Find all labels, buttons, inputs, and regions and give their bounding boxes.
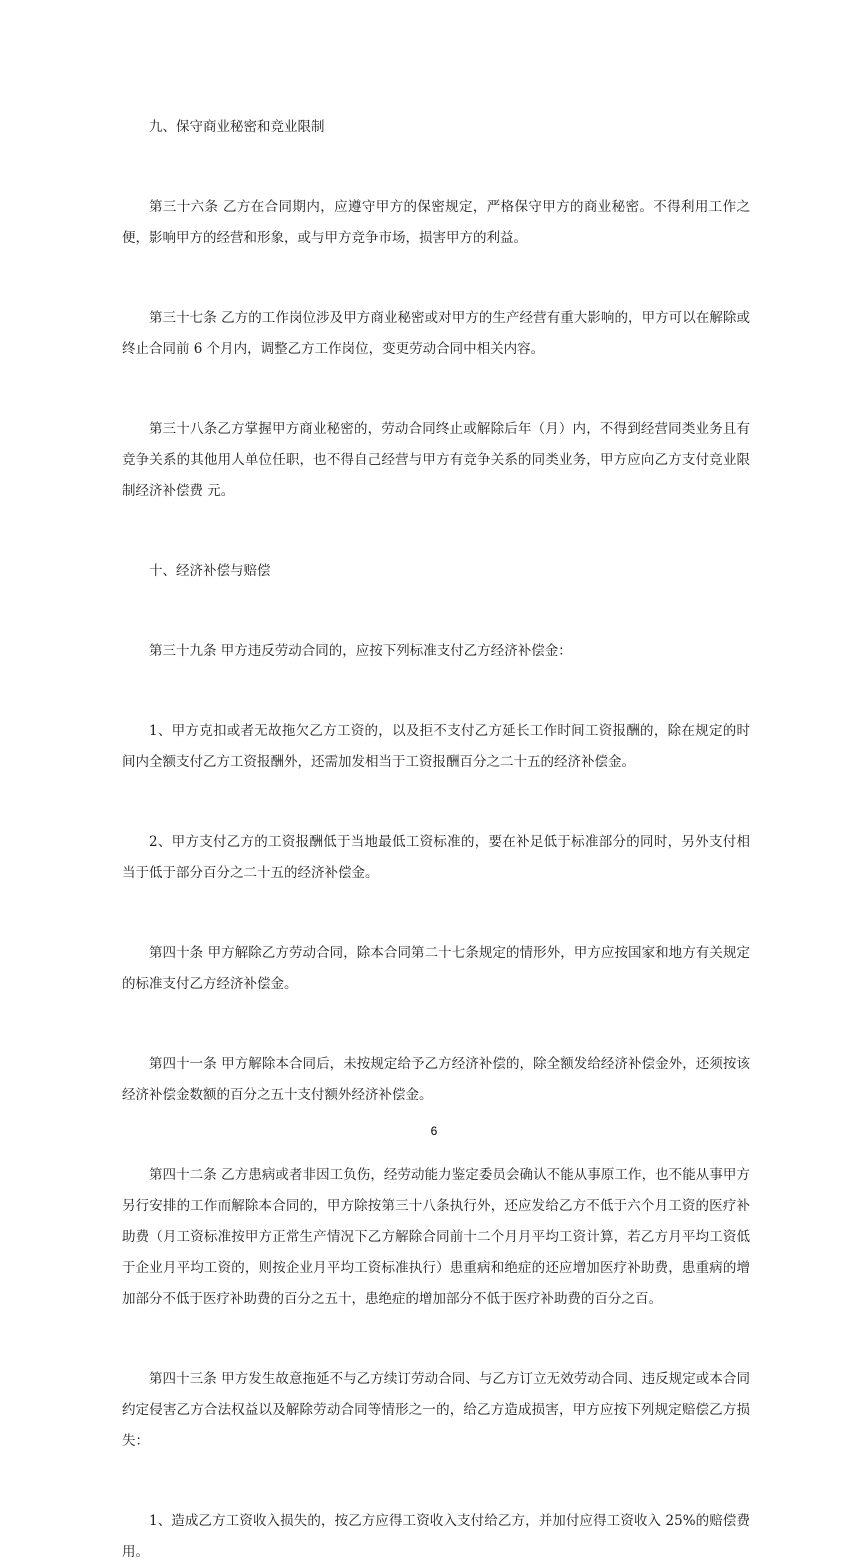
article-41: 第四十一条 甲方解除本合同后，未按规定给予乙方经济补偿的，除全额发给经济补偿金外，还须按该经济补偿金数额的百分之五十支付额外经济补偿金。 (122, 1056, 750, 1103)
document-body (122, 112, 750, 1568)
article-37: 第三十七条 乙方的工作岗位涉及甲方商业秘密或对甲方的生产经营有重大影响的，甲方可以在解除或终止合同前 6 个月内，调整乙方工作岗位，变更劳动合同中相关内容。 (122, 310, 750, 357)
article-40: 第四十条 甲方解除乙方劳动合同，除本合同第二十七条规定的情形外，甲方应按国家和地方有关规定的标准支付乙方经济补偿金。 (122, 945, 750, 992)
section-heading-compensation: 十、经济补偿与赔偿 (149, 563, 271, 579)
article-43: 第四十三条 甲方发生故意拖延不与乙方续订劳动合同、与乙方订立无效劳动合同、违反规定或本合同约定侵害乙方合法权益以及解除劳动合同等情形之一的，给乙方造成损害，甲方应按下列规定赔偿乙方损失： (122, 1371, 750, 1449)
article-39: 第三十九条 甲方违反劳动合同的，应按下列标准支付乙方经济补偿金： (149, 643, 572, 659)
article-39-item-2: 2、甲方支付乙方的工资报酬低于当地最低工资标准的，要在补足低于标准部分的同时，另外支付相当于低于部分百分之二十五的经济补偿金。 (122, 834, 750, 881)
article-36: 第三十六条 乙方在合同期内，应遵守甲方的保密规定，严格保守甲方的商业秘密。不得利用工作之便，影响甲方的经营和形象，或与甲方竞争市场，损害甲方的利益。 (122, 199, 750, 246)
article-42: 第四十二条 乙方患病或者非因工负伤，经劳动能力鉴定委员会确认不能从事原工作，也不能从事甲方另行安排的工作而解除本合同的，甲方除按第三十八条执行外，还应发给乙方不低于六个月工资的医疗补助费（月工资标准按甲方正常生产情况下乙方解除合同前十二个月月平均工资计算，若乙方月平均工资低于企业月平均工资的，则按企业月平均工资标准执行）患重病和绝症的还应增加医疗补助费，患重病的增加部分不低于医疗补助费的百分之五十，患绝症的增加部分不低于医疗补助费的百分之百。 (122, 1167, 750, 1307)
article-39-item-1: 1、甲方克扣或者无故拖欠乙方工资的，以及拒不支付乙方延长工作时间工资报酬的，除在规定的时间内全额支付乙方工资报酬外，还需加发相当于工资报酬百分之二十五的经济补偿金。 (122, 723, 750, 770)
page-number: 6 (430, 1124, 438, 1138)
article-43-item-1: 1、造成乙方工资收入损失的，按乙方应得工资收入支付给乙方，并加付应得工资收入 25%的赔偿费用。 (122, 1513, 750, 1560)
section-heading-confidentiality: 九、保守商业秘密和竞业限制 (149, 119, 325, 135)
article-38: 第三十八条乙方掌握甲方商业秘密的，劳动合同终止或解除后年（月）内，不得到经营同类业务且有竞争关系的其他用人单位任职，也不得自己经营与甲方有竞争关系的同类业务，甲方应向乙方支付竞业限制经济补偿费 元。 (122, 421, 750, 499)
